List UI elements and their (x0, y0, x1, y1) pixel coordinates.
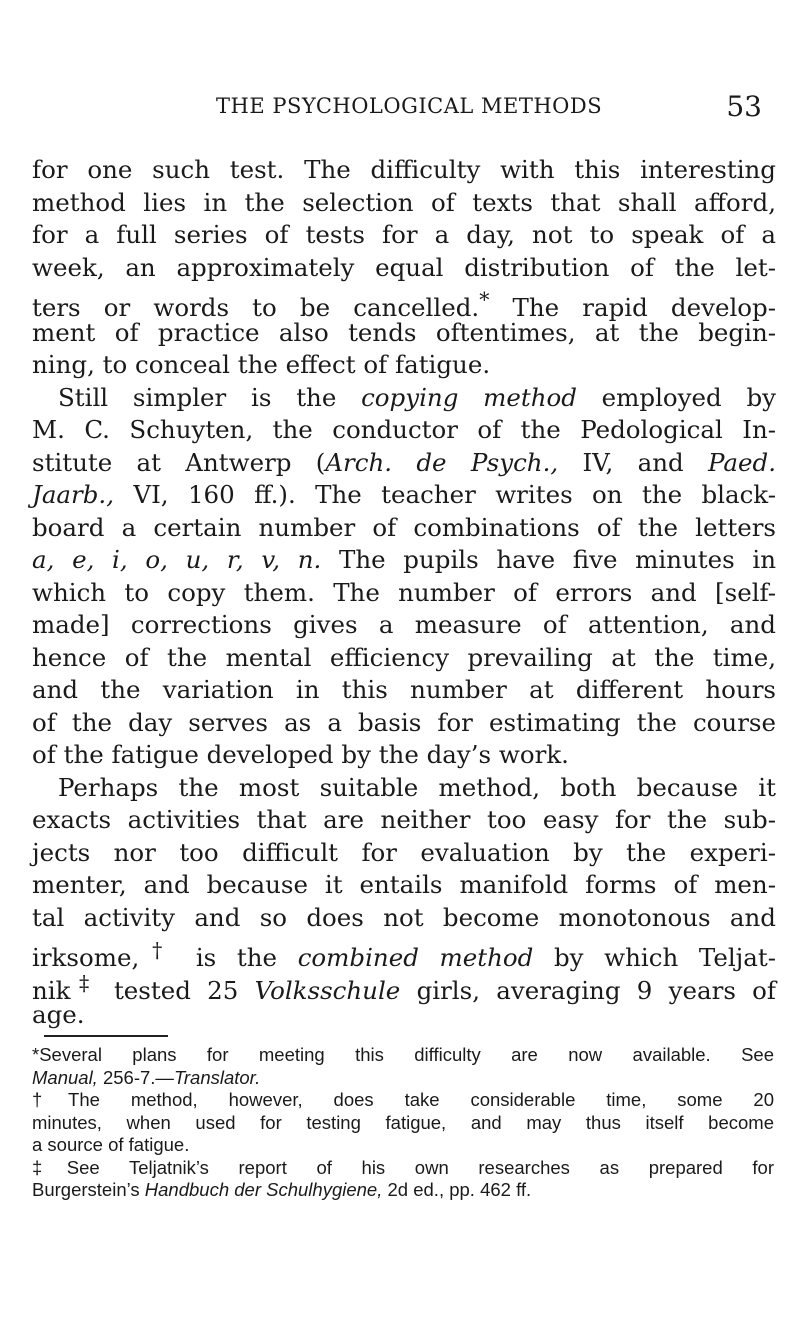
footnotes (32, 1044, 774, 1202)
italic-term: combined method (297, 943, 534, 973)
text-segment: irksome, (32, 943, 140, 973)
footnote-rule (44, 1035, 168, 1037)
running-head (0, 90, 800, 130)
text-line: of the fatigue developed by the day’s work. (32, 740, 569, 769)
footnote-line: ‡See Teljatnik’s report of his own researches as prepared for (32, 1156, 774, 1178)
text-line: menter, and because it entails manifold forms of men- (32, 870, 776, 899)
text-line: jects nor too difficult for evaluation by the experi- (32, 837, 776, 867)
text-segment: VI, 160 ff.). The teacher writes on the black- (114, 480, 776, 509)
text-line: made] corrections gives a measure of attention, and (32, 610, 776, 639)
running-title: THE PSYCHOLOGICAL METHODS (216, 94, 603, 118)
text-segment: employed by (576, 382, 776, 412)
text-line: ment of practice also tends oftentimes, at the begin- (32, 317, 776, 347)
text-segment: ters or words to be cancelled. (32, 293, 480, 323)
text-line: which to copy them. The number of errors and [self- (32, 577, 776, 607)
text-segment: stitute at Antwerp ( (32, 447, 326, 477)
text-segment: IV, and (558, 447, 709, 477)
text-segment: by which Teljat- (533, 943, 777, 973)
text-line: ning, to conceal the effect of fatigue. (32, 350, 491, 379)
italic-letters: a, e, i, o, u, r, v, n. (32, 545, 322, 574)
text-line (32, 382, 776, 415)
text-segment: nik (32, 975, 71, 1005)
text-line: Perhaps the most suitable method, both because it (58, 772, 776, 802)
text-line: for one such test. The difficulty with this interesting (32, 155, 776, 184)
text-line: method lies in the selection of texts that shall afford, (32, 187, 776, 217)
italic-term: Translator. (173, 1066, 261, 1088)
italic-citation: Paed. (708, 447, 776, 477)
text-segment: Burgerstein’s (32, 1179, 145, 1200)
text-segment: Still simpler is the (58, 382, 362, 412)
text-segment: 2d ed., pp. 462 ff. (382, 1179, 532, 1200)
text-segment: The pupils have five minutes in (321, 545, 776, 574)
footnote-line (32, 1179, 774, 1202)
text-segment: girls, averaging 9 years of (400, 975, 777, 1005)
text-segment: The rapid develop- (489, 293, 776, 323)
footnote-line: *Several plans for meeting this difficulty are now available. See (32, 1044, 774, 1065)
footnote-line: a source of fatigue. (32, 1134, 190, 1155)
text-line (32, 447, 776, 480)
footnote-mark: * (479, 288, 490, 312)
text-line (32, 479, 776, 512)
text-line: of the day serves as a basis for estimating the course (32, 707, 776, 737)
text-line: board a certain number of combinations of the letters (32, 512, 776, 542)
text-line (32, 544, 776, 577)
text-segment: tested 25 (97, 975, 255, 1005)
text-line (32, 934, 777, 973)
text-line: age. (32, 1000, 85, 1029)
text-line: tal activity and so does not become monotonous and (32, 902, 776, 932)
body-text (32, 154, 776, 1032)
text-segment: is the (175, 943, 298, 973)
text-line: for a full series of tests for a day, not to speak of a (32, 220, 776, 249)
italic-citation: Jaarb., (32, 480, 115, 509)
footnote-mark: † (139, 938, 176, 962)
text-line: exacts activities that are neither too easy for the sub- (32, 805, 776, 834)
footnote-line: minutes, when used for testing fatigue, and may thus itself become (32, 1111, 774, 1133)
text-line: and the variation in this number at different hours (32, 675, 776, 704)
text-line: M. C. Schuyten, the conductor of the Pedological In- (32, 415, 776, 444)
page-number: 53 (726, 90, 762, 123)
italic-term: copying method (361, 382, 577, 412)
footnote-line (32, 1067, 774, 1090)
italic-citation: Arch. de Psych., (325, 447, 559, 477)
italic-citation: Manual, (32, 1066, 98, 1088)
text-line (32, 284, 776, 323)
text-segment: 256-7.— (97, 1066, 174, 1088)
italic-citation: Handbuch der Schulhygiene, (144, 1179, 383, 1200)
footnote-line: †The method, however, does take considerable time, some 20 (32, 1089, 774, 1110)
text-line: hence of the mental efficiency prevailing at the time, (32, 642, 776, 672)
italic-term: Volksschule (254, 975, 401, 1005)
text-line: week, an approximately equal distribution of the let- (32, 252, 776, 282)
footnote-mark: ‡ (70, 970, 98, 995)
text-line (32, 967, 777, 1005)
